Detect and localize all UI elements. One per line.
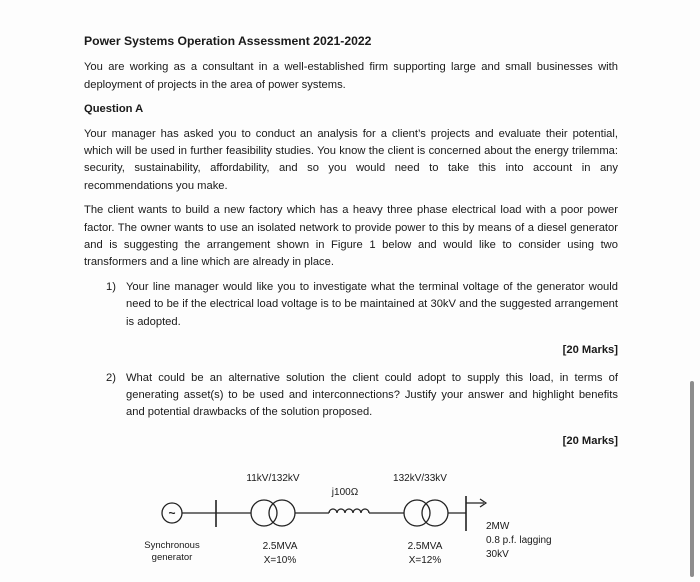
section-heading: Question A: [84, 103, 144, 116]
transformer-1-winding-2: [269, 500, 295, 526]
scrollbar-thumb[interactable]: [690, 381, 694, 577]
question-1-marks: [20 Marks]: [562, 344, 618, 357]
paragraph-1: Your manager has asked you to conduct an analysis for a client’s projects and evaluate their potential, which will be used in further feasibility studies. You know the client is concerned about the energy trilemma: security, sustainability, affordability, and so you would need to take this into account in any recommendations you make.: [84, 127, 618, 192]
transformer-2-rating: 2.5MVA: [407, 541, 443, 552]
line-impedance-label: j100Ω: [331, 487, 359, 498]
question-2-text: What could be an alternative solution the client could adopt to supply this load, in terms of generating asset(s) to be used and interconnections? Justify your answer and highlight benefits and potential drawbacks of the solution proposed.: [126, 371, 618, 419]
generator-sine-glyph: ~: [168, 506, 176, 520]
generator-label-line-1: Synchronous: [144, 540, 200, 551]
transformer-2-winding-2: [422, 500, 448, 526]
question-2-marks: [20 Marks]: [562, 434, 618, 447]
paragraph-2: The client wants to build a new factory which has a heavy three phase electrical load with a poor power factor. The owner wants to use an isolated network to provide power to this by means of a diesel generator and is suggesting the arrangement shown in Figure 1 below and would like to consider using two transformers and a line which are already in place.: [84, 204, 618, 269]
intro-paragraph: You are working as a consultant in a well-established firm supporting large and small businesses with deployment of projects in the area of power systems.: [84, 61, 618, 91]
transformer-2-reactance: X=12%: [408, 555, 442, 566]
generator-label-line-2: generator: [151, 552, 193, 563]
question-2-number: 2): [106, 371, 116, 384]
transformer-1-ratio: 11kV/132kV: [246, 473, 300, 484]
transformer-2-ratio: 132kV/33kV: [393, 473, 447, 484]
question-1-text: Your line manager would like you to investigate what the terminal voltage of the generator would need to be if the electrical load voltage is to be maintained at 30kV and the suggested arrangement is adopted.: [126, 280, 618, 328]
load-power-factor: 0.8 p.f. lagging: [486, 535, 552, 546]
question-1-number: 1): [106, 280, 116, 293]
transformer-1-reactance: X=10%: [263, 555, 297, 566]
line-inductor: [329, 509, 369, 513]
transformer-1-rating: 2.5MVA: [262, 541, 298, 552]
document-title: Power Systems Operation Assessment 2021-2022: [84, 34, 372, 48]
load-voltage: 30kV: [486, 549, 509, 560]
load-power: 2MW: [486, 521, 510, 532]
